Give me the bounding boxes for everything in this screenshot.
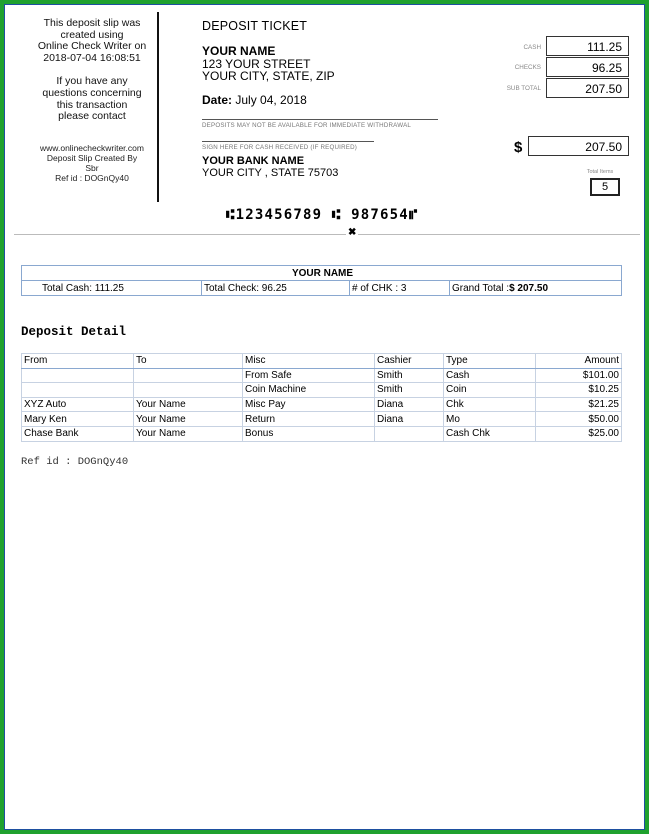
cash-amount: 111.25 xyxy=(546,36,629,56)
cell-from xyxy=(22,368,134,383)
grand-total xyxy=(450,281,622,296)
cell-amount: $25.00 xyxy=(536,426,622,441)
cell-from: Mary Ken xyxy=(22,412,134,427)
cell-cashier: Diana xyxy=(375,412,444,427)
cell-cashier: Diana xyxy=(375,397,444,412)
signature-line[interactable]: SIGN HERE FOR CASH RECEIVED (IF REQUIRED) xyxy=(202,141,374,151)
created-by-line: Deposit Slip Created By xyxy=(46,152,138,163)
cell-type: Cash Chk xyxy=(444,426,536,441)
col-to: To xyxy=(134,354,243,369)
table-row xyxy=(22,383,622,398)
total-check: Total Check: 96.25 xyxy=(202,281,350,296)
contact-line: please contact xyxy=(58,110,126,123)
date-value: July 04, 2018 xyxy=(235,93,307,107)
micr-line: ⑆123456789 ⑆ 987654⑈ xyxy=(226,207,419,223)
cell-misc: Coin Machine xyxy=(243,383,375,398)
grand-total-value: $ 207.50 xyxy=(509,282,549,294)
cell-type: Mo xyxy=(444,412,536,427)
bank-info xyxy=(202,155,338,180)
total-items-count: 5 xyxy=(590,178,620,196)
cell-cashier: Smith xyxy=(375,368,444,383)
contact-line: questions concerning xyxy=(42,86,142,99)
col-type: Type xyxy=(444,354,536,369)
withdrawal-notice: DEPOSITS MAY NOT BE AVAILABLE FOR IMMEDIATE WITHDRAWAL xyxy=(202,119,438,129)
creator-name: Sbr xyxy=(85,162,99,173)
cell-to xyxy=(134,383,243,398)
city-state-zip: YOUR CITY, STATE, ZIP xyxy=(202,69,335,84)
col-misc: Misc xyxy=(243,354,375,369)
grand-total-label: Grand Total : xyxy=(452,282,510,294)
table-row xyxy=(22,368,622,383)
col-cashier: Cashier xyxy=(375,354,444,369)
cut-line xyxy=(14,234,640,235)
vertical-divider xyxy=(157,12,159,202)
table-row xyxy=(22,426,622,441)
ref-id: Ref id : DOGnQy40 xyxy=(21,456,129,468)
cell-to: Your Name xyxy=(134,426,243,441)
checks-amount: 96.25 xyxy=(546,57,629,77)
cell-from: XYZ Auto xyxy=(22,397,134,412)
website-info xyxy=(28,143,156,183)
cell-to xyxy=(134,368,243,383)
date-label: Date: xyxy=(202,93,233,107)
check-count: # of CHK : 3 xyxy=(350,281,450,296)
cell-type: Cash xyxy=(444,368,536,383)
cut-marker-icon: ✖ xyxy=(348,227,357,238)
cell-amount: $21.25 xyxy=(536,397,622,412)
contact-line: this transaction xyxy=(56,98,128,111)
grand-amount: 207.50 xyxy=(528,136,629,156)
cell-amount: $50.00 xyxy=(536,412,622,427)
cell-amount: $10.25 xyxy=(536,383,622,398)
cell-type: Chk xyxy=(444,397,536,412)
cell-misc: Return xyxy=(243,412,375,427)
cell-type: Coin xyxy=(444,383,536,398)
col-amount: Amount xyxy=(536,354,622,369)
account-address xyxy=(202,45,335,83)
table-header-row xyxy=(22,354,622,369)
cell-to: Your Name xyxy=(134,397,243,412)
bank-name: YOUR BANK NAME xyxy=(202,155,305,167)
ticket-title: DEPOSIT TICKET xyxy=(202,19,308,33)
subtotal-amount: 207.50 xyxy=(546,78,629,98)
account-name: YOUR NAME xyxy=(202,44,276,58)
date-line xyxy=(202,93,307,107)
created-line: 2018-07-04 16:08:51 xyxy=(43,51,141,64)
cell-cashier: Smith xyxy=(375,383,444,398)
contact-note xyxy=(28,76,156,122)
created-line: Online Check Writer on xyxy=(37,40,147,53)
summary-table xyxy=(21,265,622,296)
created-line: created using xyxy=(60,28,124,41)
cell-from xyxy=(22,383,134,398)
cell-from: Chase Bank xyxy=(22,426,134,441)
bank-city: YOUR CITY , STATE 75703 xyxy=(202,167,339,180)
total-cash: Total Cash: 111.25 xyxy=(22,281,202,296)
website-line: www.onlinecheckwriter.com xyxy=(40,142,144,153)
cell-to: Your Name xyxy=(134,412,243,427)
summary-header: YOUR NAME xyxy=(22,266,622,281)
subtotal-label: SUB TOTAL xyxy=(506,85,541,92)
table-row xyxy=(22,397,622,412)
cell-misc: From Safe xyxy=(243,368,375,383)
checks-label: CHECKS xyxy=(514,64,541,71)
detail-title: Deposit Detail xyxy=(21,325,127,339)
total-items-label: Total Items xyxy=(586,169,614,175)
cell-misc: Bonus xyxy=(243,426,375,441)
cash-label: CASH xyxy=(523,44,541,51)
contact-line: If you have any xyxy=(56,75,128,88)
deposit-detail-table xyxy=(21,353,622,442)
created-note xyxy=(28,18,156,64)
col-from: From xyxy=(22,354,134,369)
creation-info xyxy=(28,18,156,183)
street: 123 YOUR STREET xyxy=(202,56,311,71)
dollar-sign: $ xyxy=(514,139,523,156)
cell-amount: $101.00 xyxy=(536,368,622,383)
ref-id-small: Ref id : DOGnQy40 xyxy=(55,172,129,183)
cell-cashier xyxy=(375,426,444,441)
cell-misc: Misc Pay xyxy=(243,397,375,412)
table-row xyxy=(22,412,622,427)
created-line: This deposit slip was xyxy=(43,17,141,29)
